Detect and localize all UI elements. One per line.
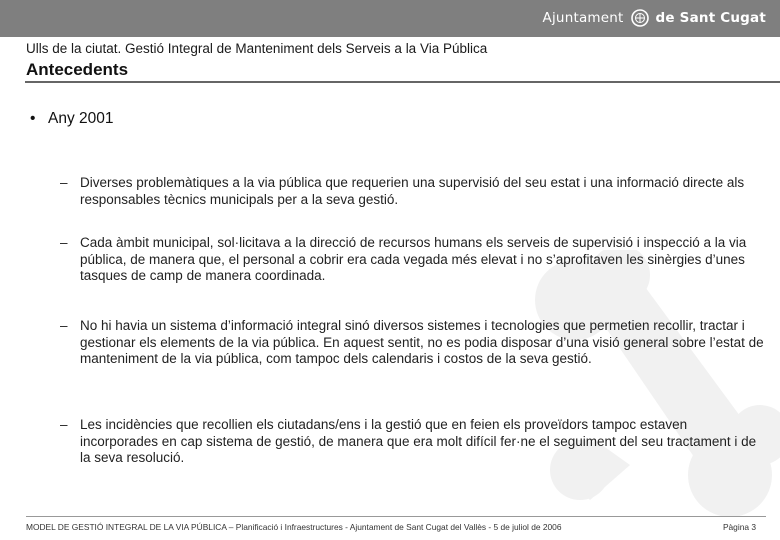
- brand-logo: [543, 8, 766, 28]
- dash-icon: –: [60, 235, 68, 250]
- list-item: [60, 417, 768, 467]
- bullet-text: Any 2001: [48, 110, 114, 127]
- document-subtitle: Ulls de la ciutat. Gestió Integral de Manteniment dels Serveis a la Via Pública: [26, 41, 488, 56]
- header-bar: [0, 0, 780, 37]
- bullet-year: [30, 110, 114, 128]
- list-item-text: Diverses problemàtiques a la via pública que requerien una supervisió del seu estat i una informació directe als responsables tècnics municipals per a la seva gestió.: [80, 175, 745, 207]
- bone-watermark-icon: [520, 250, 780, 520]
- list-item: [60, 318, 768, 368]
- footer-text: MODEL DE GESTIÓ INTEGRAL DE LA VIA PÚBLICA – Planificació i Infraestructures - Ajuntament de Sant Cugat del Vallès - 5 de juliol de 2006: [26, 522, 562, 532]
- title-divider: [25, 81, 780, 83]
- dash-icon: –: [60, 318, 68, 333]
- dash-icon: –: [60, 175, 68, 190]
- list-item-text: Les incidències que recollien els ciutadans/ens i la gestió que en feien els proveïdors tampoc estaven incorporades en cap sistema de gestió, de manera que era molt difícil fer·ne el seguiment del seu tractament i de la seva resolució.: [80, 417, 757, 465]
- dash-icon: –: [60, 417, 68, 432]
- brand-name-left: Ajuntament: [542, 10, 624, 26]
- brand-name-right: de Sant Cugat: [655, 10, 766, 26]
- list-item-text: No hi havia un sistema d’informació integral sinó diversos sistemes i tecnologies que permetien recollir, tractar i gestionar els elements de la via pública. En aquest sentit, no es podia disposar d’una visió general sobre l’estat de manteniment de la via pública, com tampoc dels calendaris i costos de la seva gestió.: [80, 318, 764, 366]
- list-item: [60, 175, 768, 208]
- bullet-dot-icon: •: [30, 110, 36, 127]
- page-footer: [26, 516, 766, 539]
- list-item-text: Cada àmbit municipal, sol·licitava a la direcció de recursos humans els serveis de supervisió i inspecció a la via pública, de manera que, el personal a cobrir era cada vegada més elevat i no s’aprofitaven les sinèrgies d’unes tasques de camp de manera coordinada.: [80, 235, 747, 283]
- seal-icon: [630, 8, 650, 28]
- list-item: [60, 235, 768, 285]
- page-title: Antecedents: [26, 60, 129, 79]
- page-number: Pàgina 3: [722, 522, 756, 532]
